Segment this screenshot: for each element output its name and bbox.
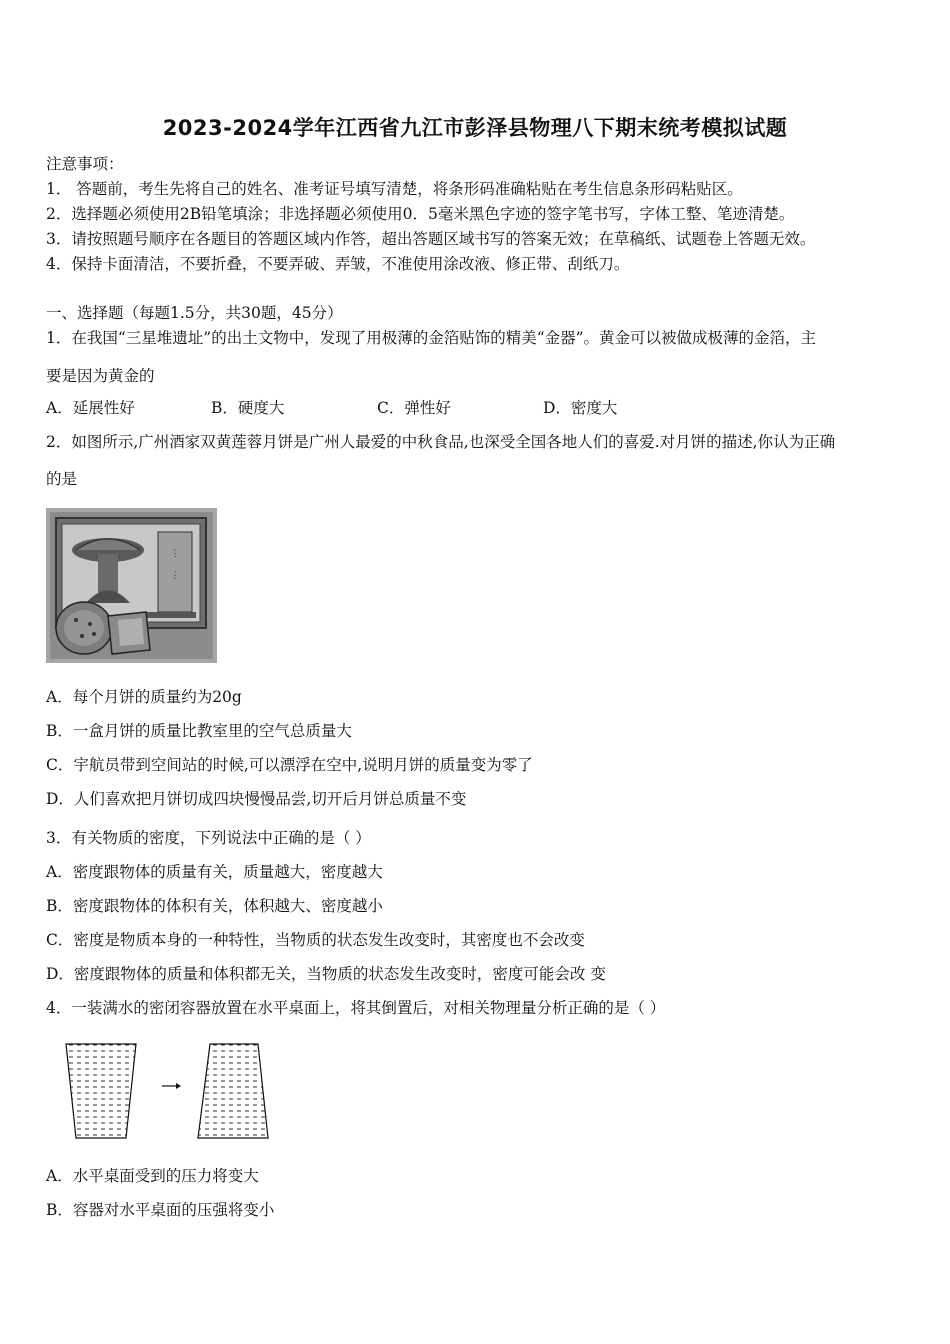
q2-option-a: A．每个月饼的质量约为20g [46,688,242,706]
q1-option-a: A．延展性好 [46,399,135,417]
q1-option-b: B．硬度大 [211,399,285,417]
container-inversion-diagram [60,1036,280,1146]
mooncake-photo [46,508,217,663]
right-arrow-icon [162,1083,181,1089]
notice-heading: 注意事项： [46,155,124,173]
q1-options [46,396,906,418]
q4-option-a: A．水平桌面受到的压力将变大 [46,1167,259,1185]
q2-option-b: B．一盒月饼的质量比教室里的空气总质量大 [46,722,352,740]
svg-text:⋮: ⋮ [170,571,180,581]
q3-option-a: A．密度跟物体的质量有关，质量越大，密度越大 [46,863,383,881]
section-heading: 一、选择题（每题1.5分，共30题，45分） [46,304,343,322]
q2-option-c: C．宇航员带到空间站的时候,可以漂浮在空中,说明月饼的质量变为零了 [46,756,533,774]
q4-option-b: B．容器对水平桌面的压强将变小 [46,1201,275,1219]
q1-stem-line1: 1．在我国“三星堆遗址”的出土文物中，发现了用极薄的金箔贴饰的精美“金器”。黄金可以被做成极薄的金箔，主 [46,329,817,347]
q4-stem: 4．一装满水的密闭容器放置在水平桌面上，将其倒置后，对相关物理量分析正确的是（ ） [46,999,666,1017]
q1-stem-line2: 要是因为黄金的 [46,367,155,385]
q2-option-d: D．人们喜欢把月饼切成四块慢慢品尝,切开后月饼总质量不变 [46,790,467,808]
q2-stem-line2: 的是 [46,470,78,488]
notice-item-3: 3．请按照题号顺序在各题目的答题区域内作答，超出答题区域书写的答案无效；在草稿纸、试题卷上答题无效。 [46,230,816,248]
q2-stem-line1: 2．如图所示,广州酒家双黄莲蓉月饼是广州人最爱的中秋食品,也深受全国各地人们的喜爱.对月饼的描述,你认为正确 [46,433,836,451]
q3-option-d: D．密度跟物体的质量和体积都无关，当物质的状态发生改变时，密度可能会改 变 [46,965,606,983]
page-title: 2023-2024学年江西省九江市彭泽县物理八下期末统考模拟试题 [162,116,788,140]
notice-item-1: 1． 答题前，考生先将自己的姓名、准考证号填写清楚，将条形码准确粘贴在考生信息条形码粘贴区。 [46,180,743,198]
q1-option-c: C．弹性好 [377,399,451,417]
q3-option-c: C．密度是物质本身的一种特性，当物质的状态发生改变时，其密度也不会改变 [46,931,585,949]
q3-option-b: B．密度跟物体的体积有关，体积越大、密度越小 [46,897,383,915]
q3-stem: 3．有关物质的密度，下列说法中正确的是（ ） [46,829,371,847]
notice-item-4: 4．保持卡面清洁，不要折叠，不要弄破、弄皱，不准使用涂改液、修正带、刮纸刀。 [46,255,630,273]
svg-text:⋮: ⋮ [170,549,180,559]
notice-item-2: 2．选择题必须使用2B铅笔填涂；非选择题必须使用0．5毫米黑色字迹的签字笔书写，字体工整、笔迹清楚。 [46,205,795,223]
q1-option-d: D．密度大 [543,399,618,417]
